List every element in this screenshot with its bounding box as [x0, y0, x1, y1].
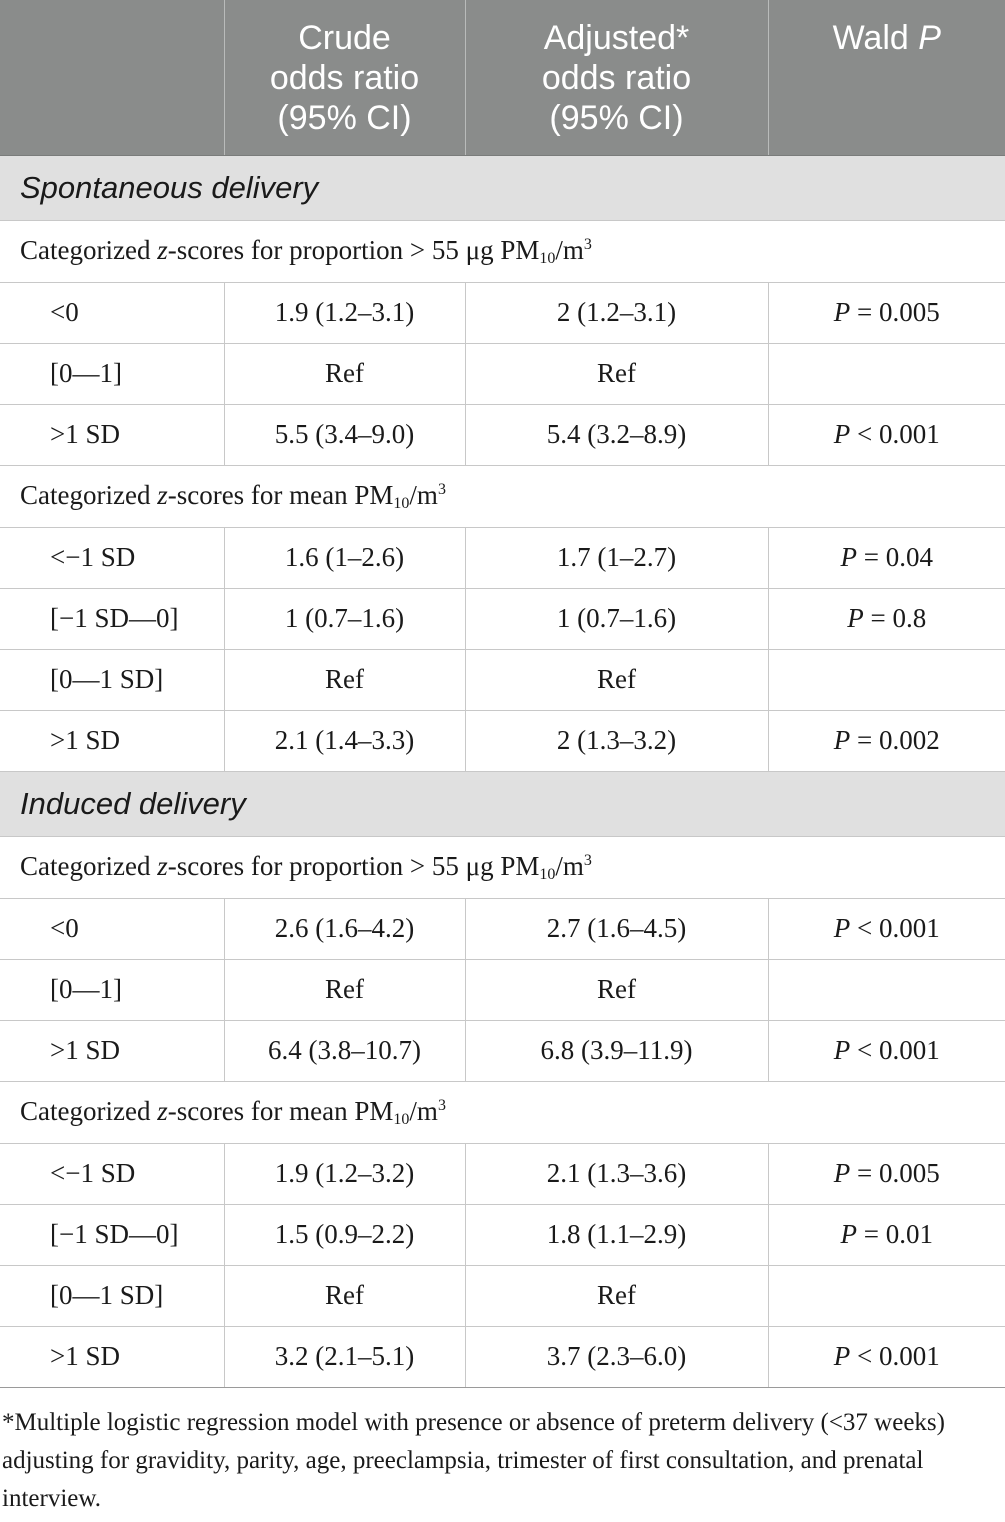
adjusted-odds-ratio-cell: 3.7 (2.3–6.0) — [465, 1326, 768, 1387]
adjusted-odds-ratio-cell: 2 (1.3–3.2) — [465, 710, 768, 771]
group-subheader — [0, 836, 1005, 898]
wald-p-cell: P = 0.005 — [768, 1143, 1005, 1204]
crude-odds-ratio-cell: 1.9 (1.2–3.2) — [224, 1143, 465, 1204]
wald-p-cell — [768, 649, 1005, 710]
subheader-unit: /m — [555, 234, 584, 265]
subheader-superscript: 3 — [583, 851, 592, 869]
subheader-z: z — [157, 479, 168, 510]
wald-p-cell — [768, 959, 1005, 1020]
row-category-label: >1 SD — [0, 1326, 224, 1387]
subheader-superscript: 3 — [583, 235, 592, 253]
header-row — [0, 0, 1005, 155]
wald-p-cell: P = 0.01 — [768, 1204, 1005, 1265]
subheader-subscript: 10 — [539, 249, 556, 267]
wald-p-cell: P < 0.001 — [768, 404, 1005, 465]
row-category-label: [−1 SD—0] — [0, 1204, 224, 1265]
header-line: (95% CI) — [277, 99, 412, 137]
subheader-superscript: 3 — [437, 480, 446, 498]
adjusted-odds-ratio-cell: Ref — [465, 649, 768, 710]
adjusted-odds-ratio-cell: 1.8 (1.1–2.9) — [465, 1204, 768, 1265]
row-category-label: [0—1] — [0, 343, 224, 404]
crude-odds-ratio-cell: Ref — [224, 1265, 465, 1326]
table-header — [0, 0, 1005, 155]
header-label-column — [0, 0, 224, 155]
row-category-label: <0 — [0, 898, 224, 959]
group-subheader-row — [0, 465, 1005, 527]
table-row — [0, 649, 1005, 710]
crude-odds-ratio-cell: Ref — [224, 959, 465, 1020]
crude-odds-ratio-cell: 1.9 (1.2–3.1) — [224, 282, 465, 343]
group-subheader-row — [0, 836, 1005, 898]
table-row — [0, 1020, 1005, 1081]
subheader-prefix: Categorized — [20, 234, 158, 265]
header-wald-p — [768, 0, 1005, 155]
adjusted-odds-ratio-cell: 2 (1.2–3.1) — [465, 282, 768, 343]
table-row — [0, 282, 1005, 343]
subheader-subscript: 10 — [539, 865, 556, 883]
row-category-label: >1 SD — [0, 710, 224, 771]
crude-odds-ratio-cell: 1.6 (1–2.6) — [224, 527, 465, 588]
subheader-prefix: Categorized — [20, 479, 158, 510]
row-category-label: <−1 SD — [0, 1143, 224, 1204]
row-category-label: <0 — [0, 282, 224, 343]
table-body — [0, 155, 1005, 1387]
subheader-prefix: Categorized — [20, 1095, 158, 1126]
subheader-prefix: Categorized — [20, 850, 158, 881]
crude-odds-ratio-cell: 6.4 (3.8–10.7) — [224, 1020, 465, 1081]
group-subheader-row — [0, 220, 1005, 282]
subheader-unit: /m — [555, 850, 584, 881]
table-footnote: *Multiple logistic regression model with presence or absence of preterm delivery (<37 weeks) adjusting for gravidity, parity, age, preeclampsia, trimester of first consultation, and prenatal interview. — [2, 1409, 945, 1512]
row-category-label: [0—1 SD] — [0, 1265, 224, 1326]
crude-odds-ratio-cell: 2.1 (1.4–3.3) — [224, 710, 465, 771]
subheader-unit: /m — [409, 479, 438, 510]
subheader-z: z — [157, 1095, 168, 1126]
crude-odds-ratio-cell: 2.6 (1.6–4.2) — [224, 898, 465, 959]
subheader-z: z — [157, 850, 168, 881]
subheader-unit: /m — [409, 1095, 438, 1126]
group-subheader-row — [0, 1081, 1005, 1143]
crude-odds-ratio-cell: 5.5 (3.4–9.0) — [224, 404, 465, 465]
table-row — [0, 1265, 1005, 1326]
wald-p-cell: P = 0.8 — [768, 588, 1005, 649]
table-row — [0, 343, 1005, 404]
wald-p-cell: P = 0.04 — [768, 527, 1005, 588]
table-row — [0, 404, 1005, 465]
wald-p-cell: P < 0.001 — [768, 1020, 1005, 1081]
adjusted-odds-ratio-cell: Ref — [465, 1265, 768, 1326]
adjusted-odds-ratio-cell: 1.7 (1–2.7) — [465, 527, 768, 588]
subheader-subscript: 10 — [393, 1110, 410, 1128]
wald-p-cell — [768, 343, 1005, 404]
adjusted-odds-ratio-cell: 1 (0.7–1.6) — [465, 588, 768, 649]
group-subheader — [0, 1081, 1005, 1143]
row-category-label: [0—1] — [0, 959, 224, 1020]
subheader-middle: -scores for mean PM — [167, 1095, 394, 1126]
row-category-label: >1 SD — [0, 1020, 224, 1081]
crude-odds-ratio-cell: Ref — [224, 649, 465, 710]
subheader-z: z — [157, 234, 168, 265]
wald-p-cell — [768, 1265, 1005, 1326]
subheader-middle: -scores for proportion > 55 μg PM — [167, 234, 540, 265]
header-line: Crude — [298, 19, 391, 57]
group-subheader — [0, 220, 1005, 282]
subheader-superscript: 3 — [437, 1096, 446, 1114]
subheader-middle: -scores for mean PM — [167, 479, 394, 510]
header-line: (95% CI) — [549, 99, 684, 137]
adjusted-odds-ratio-cell: 5.4 (3.2–8.9) — [465, 404, 768, 465]
adjusted-odds-ratio-cell: 6.8 (3.9–11.9) — [465, 1020, 768, 1081]
group-subheader — [0, 465, 1005, 527]
header-line: Adjusted* — [543, 19, 690, 57]
crude-odds-ratio-cell: 3.2 (2.1–5.1) — [224, 1326, 465, 1387]
crude-odds-ratio-cell: 1.5 (0.9–2.2) — [224, 1204, 465, 1265]
header-crude-odds-ratio — [224, 0, 465, 155]
header-adjusted-odds-ratio — [465, 0, 768, 155]
header-line: Wald P — [832, 19, 941, 57]
table-row — [0, 959, 1005, 1020]
header-line: odds ratio — [269, 59, 420, 97]
table-row — [0, 1326, 1005, 1387]
subheader-middle: -scores for proportion > 55 μg PM — [167, 850, 540, 881]
table-row — [0, 1204, 1005, 1265]
row-category-label: <−1 SD — [0, 527, 224, 588]
row-category-label: [−1 SD—0] — [0, 588, 224, 649]
crude-odds-ratio-cell: Ref — [224, 343, 465, 404]
row-category-label: >1 SD — [0, 404, 224, 465]
table-row — [0, 1143, 1005, 1204]
section-row — [0, 155, 1005, 220]
table-row — [0, 898, 1005, 959]
section-title: Spontaneous delivery — [0, 155, 1005, 220]
wald-p-cell: P < 0.001 — [768, 1326, 1005, 1387]
table-row — [0, 710, 1005, 771]
table-row — [0, 588, 1005, 649]
row-category-label: [0—1 SD] — [0, 649, 224, 710]
adjusted-odds-ratio-cell: 2.1 (1.3–3.6) — [465, 1143, 768, 1204]
subheader-subscript: 10 — [393, 494, 410, 512]
crude-odds-ratio-cell: 1 (0.7–1.6) — [224, 588, 465, 649]
section-row — [0, 771, 1005, 836]
wald-p-cell: P = 0.002 — [768, 710, 1005, 771]
adjusted-odds-ratio-cell: Ref — [465, 343, 768, 404]
adjusted-odds-ratio-cell: 2.7 (1.6–4.5) — [465, 898, 768, 959]
wald-p-cell: P < 0.001 — [768, 898, 1005, 959]
wald-p-cell: P = 0.005 — [768, 282, 1005, 343]
adjusted-odds-ratio-cell: Ref — [465, 959, 768, 1020]
table-row — [0, 527, 1005, 588]
section-title: Induced delivery — [0, 771, 1005, 836]
header-line: odds ratio — [541, 59, 692, 97]
